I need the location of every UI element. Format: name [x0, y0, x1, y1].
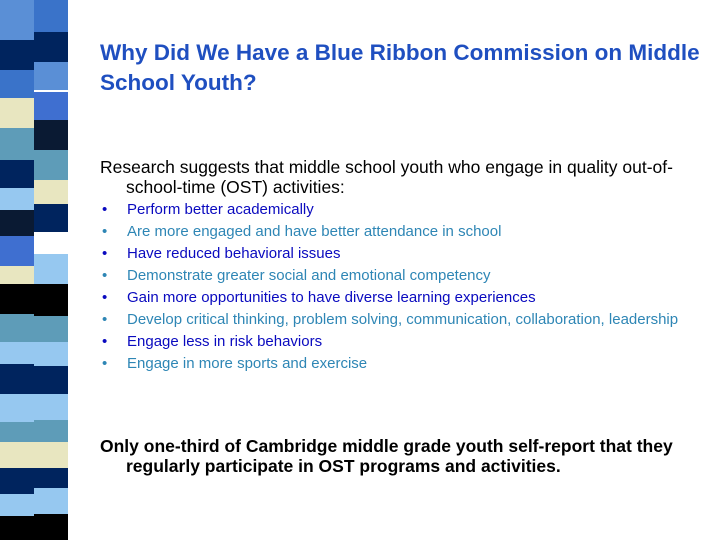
- stripe-segment: [0, 342, 34, 364]
- bullet-text: Engage in more sports and exercise: [127, 355, 368, 372]
- stripe-segment: [0, 364, 34, 394]
- stripe-segment: [34, 394, 68, 420]
- stripe-segment: [34, 366, 68, 394]
- stripe-segment: [34, 150, 68, 180]
- stripe-segment: [0, 236, 34, 266]
- stripe-segment: [0, 188, 34, 210]
- stripe-segment: [0, 422, 34, 442]
- bullet-text: Demonstrate greater social and emotional competency: [127, 267, 491, 284]
- stripe-segment: [0, 442, 34, 468]
- bullet-marker: •: [102, 245, 108, 262]
- bullet-text: Perform better academically: [127, 201, 314, 218]
- stripe-segment: [0, 0, 34, 40]
- bullet-text: Gain more opportunities to have diverse learning experiences: [127, 289, 536, 306]
- bullet-item: [100, 333, 700, 350]
- stripe-segment: [34, 468, 68, 488]
- decorative-stripe: [0, 0, 68, 540]
- stripe-segment: [0, 494, 34, 516]
- conclusion-text: Only one-third of Cambridge middle grade youth self-report that they regularly participate in OST programs and activities.: [100, 436, 673, 476]
- bullet-list: [100, 201, 700, 372]
- bullet-marker: •: [102, 333, 108, 350]
- stripe-segment: [0, 394, 34, 422]
- stripe-segment: [0, 284, 34, 314]
- slide-title: Why Did We Have a Blue Ribbon Commission on Middle School Youth?: [100, 40, 700, 95]
- bullet-marker: •: [102, 223, 108, 240]
- bullet-item: [100, 289, 700, 306]
- stripe-segment: [34, 342, 68, 366]
- bullet-text: Engage less in risk behaviors: [127, 333, 323, 350]
- bullet-text: Are more engaged and have better attendance in school: [127, 223, 502, 240]
- stripe-column-right: [34, 0, 68, 540]
- bullet-marker: •: [102, 201, 108, 218]
- stripe-column-left: [0, 0, 34, 540]
- stripe-segment: [34, 120, 68, 150]
- stripe-segment: [0, 98, 34, 128]
- bullet-marker: •: [102, 311, 108, 328]
- bullet-text: Have reduced behavioral issues: [127, 245, 341, 262]
- bullet-text: Develop critical thinking, problem solving, communication, collaboration, leadership: [127, 311, 679, 328]
- stripe-segment: [34, 92, 68, 120]
- stripe-segment: [0, 468, 34, 494]
- stripe-segment: [34, 514, 68, 540]
- stripe-segment: [0, 266, 34, 284]
- bullet-marker: •: [102, 267, 108, 284]
- stripe-segment: [0, 210, 34, 236]
- stripe-segment: [0, 40, 34, 70]
- slide-body: [100, 157, 700, 377]
- stripe-segment: [34, 284, 68, 316]
- bullet-item: [100, 223, 700, 240]
- stripe-segment: [0, 516, 34, 540]
- stripe-segment: [34, 204, 68, 232]
- stripe-segment: [34, 32, 68, 62]
- stripe-segment: [34, 62, 68, 90]
- bullet-item: [100, 267, 700, 284]
- stripe-segment: [34, 442, 68, 468]
- bullet-marker: •: [102, 355, 108, 372]
- stripe-segment: [34, 254, 68, 284]
- bullet-item: [100, 311, 700, 328]
- stripe-segment: [34, 232, 68, 254]
- bullet-item: [100, 355, 700, 372]
- stripe-segment: [0, 70, 34, 98]
- stripe-segment: [34, 488, 68, 514]
- bullet-item: [100, 245, 700, 262]
- stripe-segment: [0, 128, 34, 160]
- stripe-segment: [34, 420, 68, 442]
- bullet-marker: •: [102, 289, 108, 306]
- stripe-segment: [34, 0, 68, 32]
- stripe-segment: [0, 314, 34, 342]
- intro-text: Research suggests that middle school youth who engage in quality out-of-school-time (OST) activities:: [100, 157, 673, 197]
- stripe-segment: [34, 316, 68, 342]
- stripe-segment: [0, 160, 34, 188]
- stripe-segment: [34, 180, 68, 204]
- bullet-item: [100, 201, 700, 218]
